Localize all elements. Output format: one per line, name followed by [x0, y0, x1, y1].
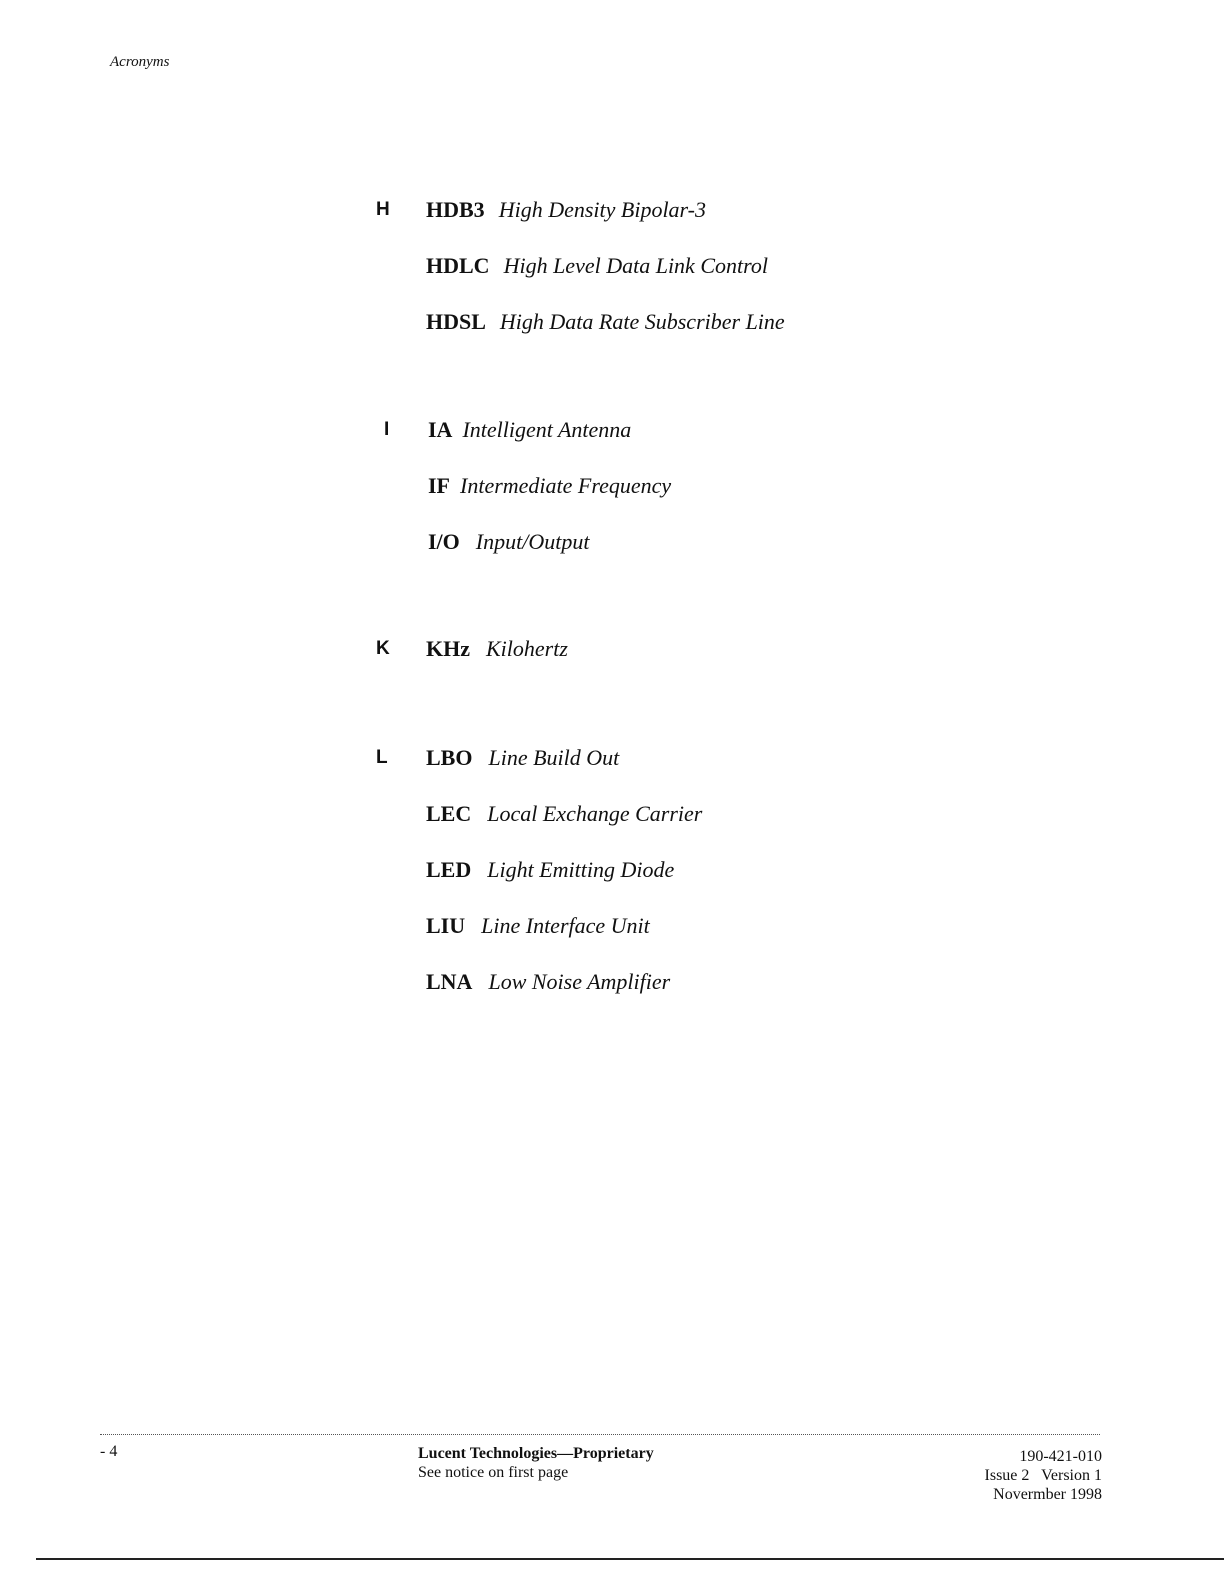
acronym-expansion: Local Exchange Carrier	[487, 801, 703, 826]
entry-list	[426, 636, 568, 692]
acronym-entry	[428, 473, 671, 529]
acronym-expansion: Intelligent Antenna	[462, 417, 632, 442]
acronym-abbr: LBO	[426, 745, 473, 770]
acronym-expansion: Low Noise Amplifier	[488, 969, 671, 994]
acronym-expansion: Input/Output	[475, 529, 590, 554]
footer-notice: See notice on first page	[418, 1464, 569, 1481]
acronym-abbr: LEC	[426, 801, 472, 826]
acronym-entry	[426, 253, 785, 309]
acronym-abbr: LNA	[426, 969, 473, 994]
doc-date: Novermber 1998	[993, 1486, 1102, 1503]
acronym-abbr: LED	[426, 857, 472, 882]
doc-number: 190-421-010	[1019, 1448, 1102, 1465]
acronym-entry	[426, 969, 702, 1025]
acronym-expansion: Intermediate Frequency	[460, 473, 672, 498]
acronym-abbr: HDSL	[426, 309, 486, 334]
group-letter: I	[384, 419, 390, 440]
acronym-entry	[426, 745, 702, 801]
acronym-expansion: High Data Rate Subscriber Line	[499, 309, 785, 334]
acronym-entry	[426, 857, 702, 913]
acronym-expansion: High Density Bipolar-3	[498, 197, 707, 222]
acronym-abbr: KHz	[426, 636, 470, 661]
acronym-entry	[426, 197, 785, 253]
acronym-abbr: HDLC	[426, 253, 490, 278]
acronym-expansion: Light Emitting Diode	[487, 857, 675, 882]
entry-list	[428, 417, 671, 585]
doc-issue: Issue 2 Version 1	[984, 1467, 1102, 1484]
running-head: Acronyms	[110, 54, 170, 70]
footer-title: Lucent Technologies—Proprietary	[418, 1445, 654, 1462]
footer-doc-info	[880, 1447, 1102, 1504]
acronym-abbr: HDB3	[426, 197, 485, 222]
acronym-abbr: IF	[428, 473, 450, 498]
acronym-abbr: I/O	[428, 529, 460, 554]
group-letter: L	[376, 747, 388, 768]
acronym-expansion: Kilohertz	[486, 636, 568, 661]
acronym-abbr: LIU	[426, 913, 466, 938]
acronym-expansion: Line Interface Unit	[481, 913, 650, 938]
acronym-expansion: Line Build Out	[488, 745, 620, 770]
footer-divider	[100, 1434, 1100, 1435]
acronym-entry	[428, 529, 671, 585]
acronym-entry	[426, 309, 785, 365]
acronym-entry	[428, 417, 671, 473]
page-number: - 4	[100, 1443, 118, 1460]
acronym-abbr: IA	[428, 417, 453, 442]
acronym-expansion: High Level Data Link Control	[503, 253, 768, 278]
entry-list	[426, 745, 702, 1025]
entry-list	[426, 197, 785, 365]
group-letter: H	[376, 199, 390, 220]
bottom-divider	[36, 1558, 1224, 1560]
acronym-entry	[426, 801, 702, 857]
acronym-entry	[426, 636, 568, 692]
footer-proprietary	[418, 1444, 654, 1482]
acronym-entry	[426, 913, 702, 969]
group-letter: K	[376, 638, 390, 659]
